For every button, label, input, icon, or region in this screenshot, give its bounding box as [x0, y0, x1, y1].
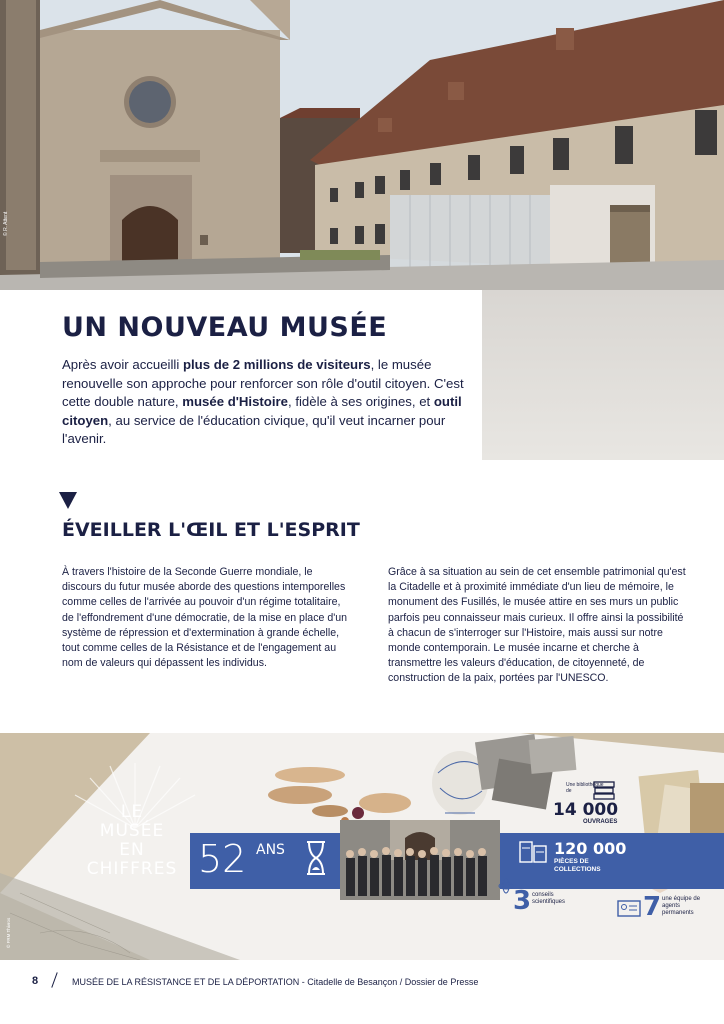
- body-column-left: À travers l'histoire de la Seconde Guerre mondiale, le discours du futur musée aborde des questions intemporelles comme celles de l'arrivée au pouvoir d'un régime totalitaire, de l'effondrement d'une démocratie, de la mise en place d'un système de répression et d'extermination à grande échelle, tout comme celles de la Résistance et de l'engagement au nom de valeurs qui dépassent les individus.: [62, 566, 348, 670]
- page-number: 8: [32, 975, 39, 987]
- section-title: ÉVEILLER L'ŒIL ET L'ESPRIT: [62, 519, 360, 541]
- intro-paragraph: [62, 356, 472, 449]
- intro-highlight-history: musée d'Histoire: [182, 394, 288, 409]
- intro-text-part: Après avoir accueilli: [62, 357, 183, 372]
- books-number: 14 000: [553, 800, 619, 820]
- footer-text: [72, 977, 478, 987]
- collections-label-line: COLLECTIONS: [554, 866, 601, 873]
- team-number: 7: [643, 892, 662, 922]
- scientific-councils-number: 3: [513, 886, 532, 916]
- team-label: une équipe de agents permanents: [662, 896, 701, 916]
- footer-title: MUSÉE DE LA RÉSISTANCE ET DE LA DÉPORTATION: [72, 977, 300, 987]
- hourglass-icon: [305, 840, 327, 876]
- footer-subtitle: - Citadelle de Besançon / Dossier de Presse: [299, 977, 479, 987]
- figures-title-line: LE: [120, 802, 144, 822]
- citadel-illustration: [0, 0, 724, 290]
- id-card-icon: [617, 898, 641, 918]
- figures-credit: © FRM Thivros: [6, 917, 11, 948]
- body-column-right: Grâce à sa situation au sein de cet ensemble patrimonial qu'est la Citadelle et à proximité immédiate d'un lieu de mémoire, le monument des Fusillés, le musée attire en ses murs un public parfois peu connaisseur mais curieux. Il offre ainsi la possibilité à chacun de s'interroger sur l'Histoire, mais aussi sur notre monde contemporain. Le musée incarne et cherche à transmettre les valeurs d'éducation, de citoyenneté, de construction de la paix, portées par l'UNESCO.: [388, 566, 686, 685]
- collections-icon: [518, 838, 548, 866]
- intro-text-part: , le musée renouvelle son approche pour renforcer son rôle d'outil citoyen. C'est cette double nature,: [62, 357, 464, 409]
- years-number: 52: [198, 837, 247, 881]
- photo-credit: © R. Attent: [3, 211, 9, 236]
- scientific-councils-label: conseils scientifiques: [532, 892, 566, 905]
- page-title: UN NOUVEAU MUSÉE: [62, 312, 388, 343]
- figures-title-line: MUSÉE: [99, 821, 165, 841]
- group-photo: [340, 820, 500, 900]
- hero-photo: [0, 0, 724, 290]
- figures-title-line: EN: [119, 840, 145, 860]
- footer-divider: [51, 972, 57, 987]
- years-unit: ANS: [256, 842, 285, 858]
- books-label: OUVRAGES: [583, 819, 618, 825]
- intro-text-part: , au service de l'éducation civique, qu'il veut incarner pour l'avenir.: [62, 412, 446, 446]
- library-label: Une bibliothèque de: [566, 782, 604, 794]
- intro-highlight-citizen: outil citoyen: [62, 394, 462, 428]
- intro-text-part: , fidèle à ses origines, et: [288, 394, 434, 409]
- collections-number: 120 000: [554, 839, 627, 858]
- group-photo-illustration: [340, 820, 500, 900]
- collections-label: [554, 858, 601, 874]
- figures-title-line: CHIFFRES: [86, 859, 178, 879]
- intro-highlight-visitors: plus de 2 millions de visiteurs: [182, 357, 371, 372]
- collections-label-line: PIÈCES DE: [554, 858, 589, 865]
- section-marker-triangle: [59, 492, 77, 509]
- figures-title: [72, 803, 192, 879]
- paving-photo-extension: [482, 290, 724, 460]
- atom-icon: [498, 878, 514, 894]
